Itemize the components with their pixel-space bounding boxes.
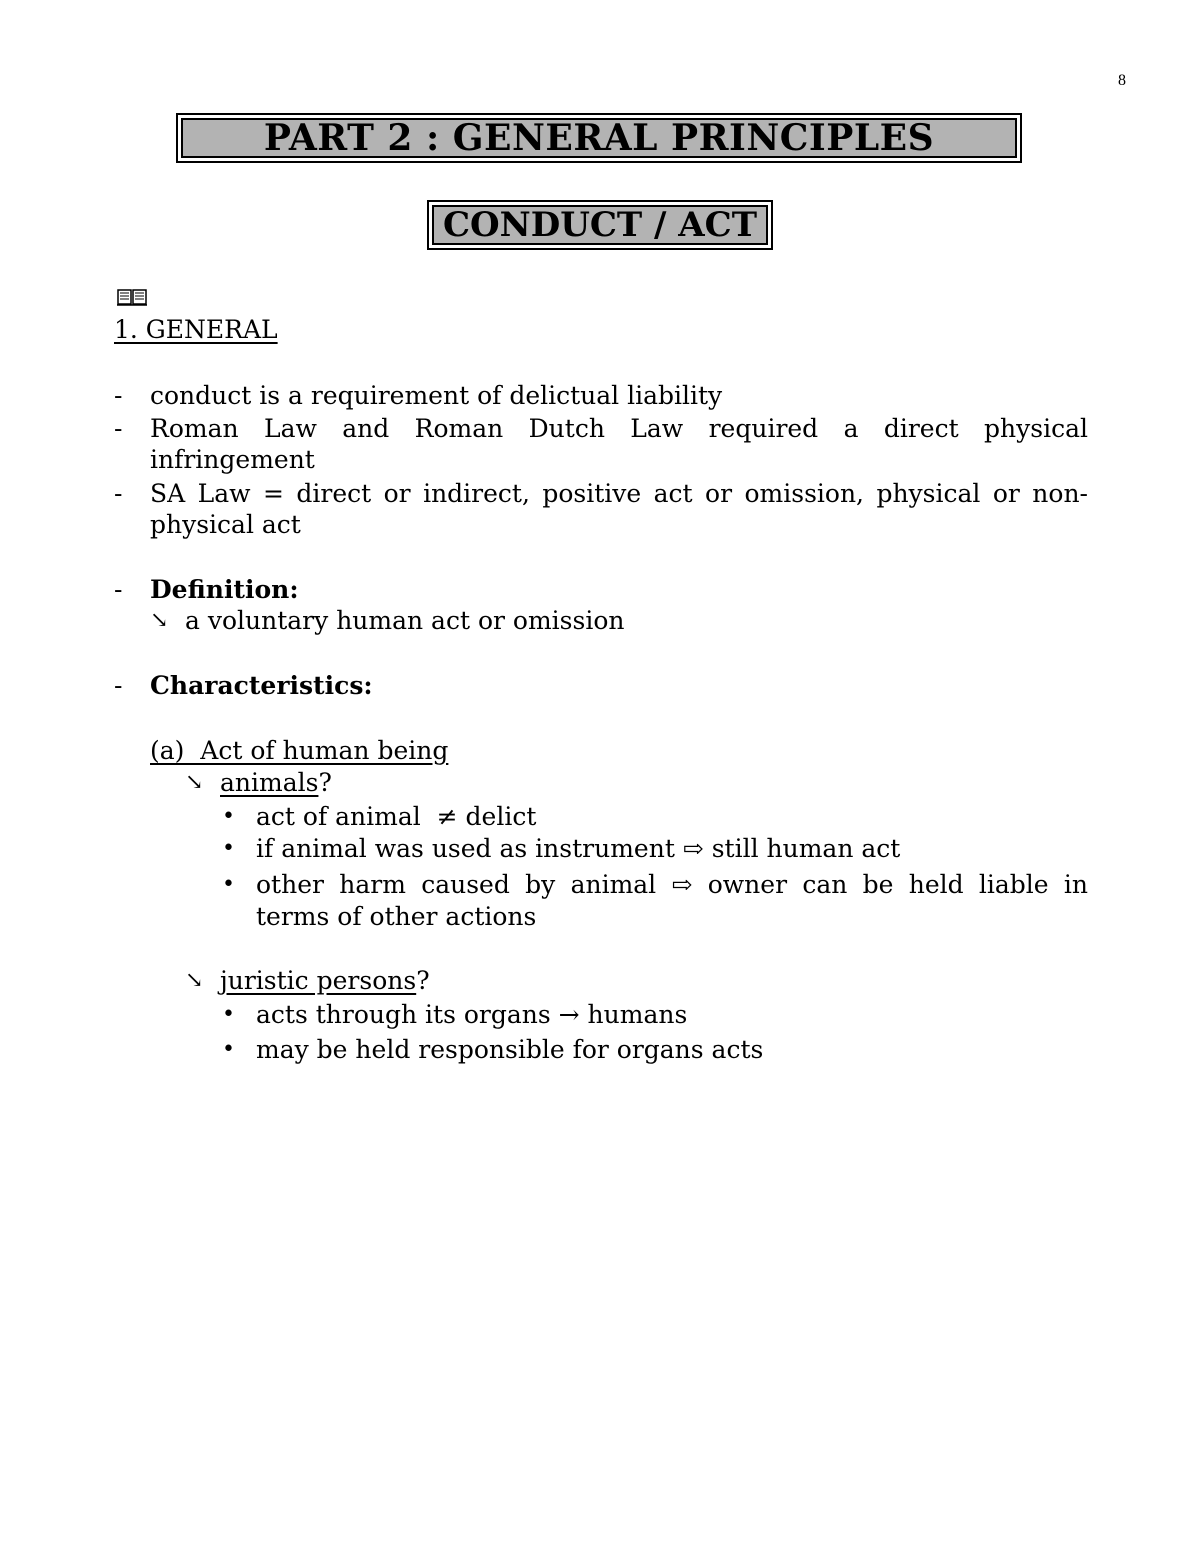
juristic-persons-heading: juristic persons?: [220, 966, 430, 995]
animals-bullet-1: act of animal ≠ delict: [256, 802, 537, 831]
juristic-bullet-1: acts through its organs → humans: [256, 1000, 688, 1029]
general-point-3-line-1: SA Law = direct or indirect, positive act or omission, physical or non-: [150, 479, 1088, 508]
bullet-icon: •: [222, 836, 235, 861]
section-heading-box: [427, 200, 773, 250]
bullet-icon: •: [222, 1037, 235, 1062]
page-number: 8: [1118, 72, 1126, 89]
bullet-icon: •: [222, 1002, 235, 1027]
arrow-icon: ↘: [150, 608, 169, 633]
definition-text: a voluntary human act or omission: [185, 606, 625, 635]
subheading-act-of-human-being: (a) Act of human being: [150, 736, 449, 765]
animals-bullet-2: if animal was used as instrument ⇨ still human act: [256, 834, 901, 863]
bullet-icon: •: [222, 804, 235, 829]
animals-heading: animals?: [220, 768, 332, 797]
general-point-2-line-2: infringement: [150, 445, 315, 474]
general-heading: 1. GENERAL: [114, 315, 278, 344]
part-heading: PART 2 : GENERAL PRINCIPLES: [181, 118, 1017, 158]
arrow-icon: ↘: [185, 770, 204, 795]
definition-label: Definition:: [150, 575, 299, 604]
animals-bullet-3-line-2: terms of other actions: [256, 902, 537, 931]
dash-marker: -: [114, 381, 123, 410]
dash-marker: -: [114, 479, 123, 508]
characteristics-label: Characteristics:: [150, 671, 373, 700]
part-heading-box: [176, 113, 1022, 163]
section-heading: CONDUCT / ACT: [432, 205, 768, 245]
open-book-icon: [116, 287, 148, 307]
dash-marker: -: [114, 414, 123, 443]
bullet-icon: •: [222, 872, 235, 897]
dash-marker: -: [114, 575, 123, 604]
arrow-icon: ↘: [185, 968, 204, 993]
general-point-2-line-1: Roman Law and Roman Dutch Law required a direct physical: [150, 414, 1088, 443]
general-point-1: conduct is a requirement of delictual liability: [150, 381, 723, 410]
juristic-bullet-2: may be held responsible for organs acts: [256, 1035, 764, 1064]
dash-marker: -: [114, 671, 123, 700]
general-point-3-line-2: physical act: [150, 510, 301, 539]
animals-bullet-3-line-1: other harm caused by animal ⇨ owner can be held liable in: [256, 870, 1088, 899]
